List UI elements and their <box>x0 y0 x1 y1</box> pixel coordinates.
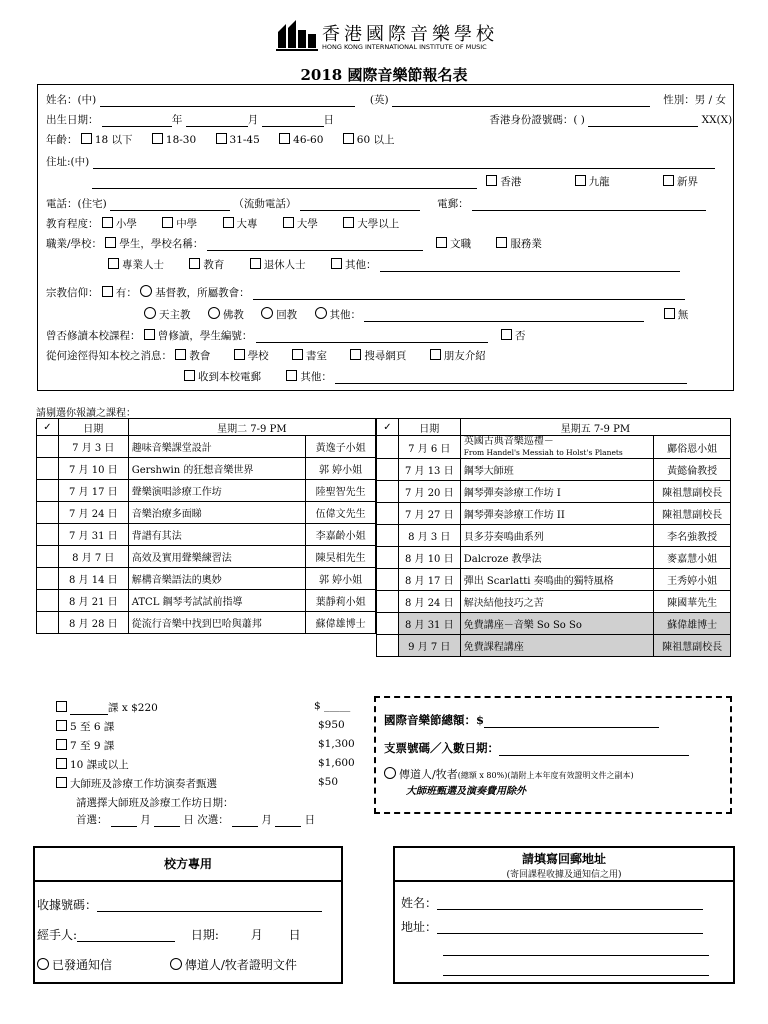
checkbox-icon <box>664 308 675 319</box>
return-name-field[interactable] <box>437 899 703 910</box>
source-option[interactable]: 收到本校電郵 <box>184 371 261 383</box>
region-option[interactable]: 香港 <box>486 176 521 188</box>
handler-label: 經手人: <box>37 928 78 942</box>
lesson-count-field[interactable] <box>70 704 108 715</box>
checkbox-icon <box>108 258 119 269</box>
checkbox-icon <box>234 349 245 360</box>
course-date: 7 月 6 日 <box>398 436 460 459</box>
prior-study-label: 曾否修讀本校課程： <box>46 330 141 342</box>
course-date: 8 月 24 日 <box>398 591 460 613</box>
checkbox-icon <box>663 175 674 186</box>
return-address-field-3[interactable] <box>443 965 709 976</box>
course-teacher: 郭 婷小姐 <box>306 458 376 480</box>
course-row[interactable] <box>377 569 731 591</box>
age-label: 年齡： <box>46 134 78 146</box>
course-title: ATCL 鋼琴考試試前指導 <box>128 590 305 612</box>
cheque-label: 支票號碼／入數日期： <box>384 741 499 755</box>
course-teacher: 王秀婷小姐 <box>654 569 731 591</box>
source-option[interactable]: 書室 <box>292 350 327 362</box>
course-date: 9 月 7 日 <box>398 635 460 657</box>
source-option[interactable]: 其他： <box>286 371 332 383</box>
course-teacher: 黃懿倫教授 <box>654 459 731 481</box>
radio-icon <box>37 958 49 970</box>
checkbox-icon <box>223 217 234 228</box>
tuesday-course-table <box>36 418 376 634</box>
course-checkbox[interactable] <box>377 481 399 503</box>
school-name-field[interactable] <box>207 240 423 251</box>
course-row[interactable] <box>377 613 731 635</box>
checkbox-icon <box>56 758 67 769</box>
occupation-option[interactable]: 服務業 <box>496 238 542 250</box>
course-row[interactable] <box>37 458 376 480</box>
religion-yes-option[interactable]: 有： <box>102 287 137 299</box>
clergy-option[interactable]: 傳道人/牧者(總額 x 80%)(請附上本年度有效證明文件之副本) <box>384 766 722 782</box>
course-teacher: 陳國華先生 <box>654 591 731 613</box>
course-title-main: 英國古典音樂巡禮－ <box>463 436 554 447</box>
checkbox-icon <box>162 217 173 228</box>
radio-icon <box>384 767 396 779</box>
radio-icon <box>140 285 152 297</box>
checkbox-icon <box>279 133 290 144</box>
second-day-field[interactable] <box>275 816 301 827</box>
form-title: 2018 國際音樂節報名表 <box>300 66 468 84</box>
dob-label: 出生日期： <box>46 114 99 126</box>
occupation-label: 職業/學校： <box>46 238 103 250</box>
audition-date-label: 請選擇大師班及診療工作坊日期： <box>76 797 234 809</box>
receipt-field[interactable] <box>97 901 322 912</box>
return-address-label: 地址： <box>401 920 438 934</box>
total-section <box>374 696 732 814</box>
course-title: 高效及實用聲樂練習法 <box>128 546 305 568</box>
course-date: 8 月 21 日 <box>58 590 128 612</box>
checkbox-icon <box>56 739 67 750</box>
course-teacher: 陳祖慧副校長 <box>654 481 731 503</box>
course-date: 8 月 28 日 <box>58 612 128 634</box>
course-title: Gershwin 的狂想音樂世界 <box>128 458 305 480</box>
occupation-option[interactable]: 退休人士 <box>250 259 306 271</box>
occupation-other-field[interactable] <box>380 261 680 272</box>
course-checkbox[interactable] <box>37 568 59 590</box>
radio-icon <box>170 958 182 970</box>
course-title: 鋼琴彈奏診療工作坊 I <box>460 481 653 503</box>
course-title: 免費講座－音樂 So So So <box>460 613 653 635</box>
course-title: 音樂治療多面睇 <box>128 502 305 524</box>
checkbox-icon <box>216 133 227 144</box>
radio-icon <box>144 307 156 319</box>
checkbox-icon <box>343 133 354 144</box>
radio-icon <box>315 307 327 319</box>
address-field-2[interactable] <box>92 178 477 189</box>
clergy-doc-option[interactable]: 傳道人/牧者證明文件 <box>170 958 297 972</box>
checkbox-icon <box>486 175 497 186</box>
course-teacher: 黃逸子小姐 <box>306 436 376 458</box>
checkbox-icon <box>283 217 294 228</box>
age-option[interactable]: 18 以下 <box>81 134 133 146</box>
region-option[interactable]: 新界 <box>663 176 698 188</box>
course-title: 貝多芬奏鳴曲系列 <box>460 525 653 547</box>
religion-label: 宗教信仰： <box>46 287 99 299</box>
fee-item[interactable]: 大師班及診療工作坊演奏者甄選 $50 <box>56 776 366 795</box>
check-header: ✓ <box>37 419 59 436</box>
course-row[interactable] <box>377 503 731 525</box>
course-title: 鋼琴大師班 <box>460 459 653 481</box>
course-title: 解決結他技巧之苦 <box>460 591 653 613</box>
checkbox-icon <box>189 258 200 269</box>
address-label: 住址:(中) <box>46 156 90 168</box>
age-option[interactable]: 60 以上 <box>343 134 395 146</box>
course-date: 8 月 3 日 <box>398 525 460 547</box>
date-header: 日期 <box>398 419 460 436</box>
office-title: 校方專用 <box>35 848 341 882</box>
source-option[interactable]: 搜尋網頁 <box>350 350 406 362</box>
course-teacher: 李名強教授 <box>654 525 731 547</box>
course-date: 7 月 13 日 <box>398 459 460 481</box>
email-label: 電郵： <box>437 198 469 210</box>
checkbox-icon <box>56 777 67 788</box>
return-title: 請填寫回郵地址 <box>521 852 606 866</box>
education-option[interactable]: 大專 <box>223 218 258 230</box>
checkbox-icon <box>292 349 303 360</box>
audition-date-row: 首選： 月 日 次選： 月 日 <box>76 814 316 826</box>
course-checkbox[interactable] <box>37 436 59 458</box>
prior-no-option[interactable]: 否 <box>501 330 526 342</box>
education-option[interactable]: 大學以上 <box>343 218 399 230</box>
checkbox-icon <box>575 175 586 186</box>
course-checkbox[interactable] <box>37 590 59 612</box>
fee-item[interactable]: 課 x $220 $ _____ <box>56 700 366 719</box>
course-checkbox[interactable] <box>37 524 59 546</box>
source-other-field[interactable] <box>335 373 687 384</box>
address-field-1[interactable] <box>93 158 715 169</box>
course-checkbox[interactable] <box>377 613 399 635</box>
checkbox-icon <box>105 237 116 248</box>
course-checkbox[interactable] <box>37 480 59 502</box>
course-checkbox[interactable] <box>377 503 399 525</box>
source-option[interactable]: 朋友介紹 <box>430 350 486 362</box>
friday-header: 星期五 7-9 PM <box>460 419 730 436</box>
student-number-field[interactable] <box>256 332 488 343</box>
occupation-option[interactable]: 教育 <box>189 259 224 271</box>
course-teacher: 麥嘉慧小姐 <box>654 547 731 569</box>
church-field[interactable] <box>253 289 685 300</box>
source-label: 從何途徑得知本校之消息： <box>46 350 172 362</box>
checkbox-icon <box>286 370 297 381</box>
age-option[interactable]: 18-30 <box>152 134 196 146</box>
notified-option[interactable]: 已發通知信 <box>37 958 112 972</box>
second-month-field[interactable] <box>232 816 258 827</box>
handler-field[interactable] <box>77 931 175 942</box>
checkbox-icon <box>350 349 361 360</box>
checkbox-icon <box>175 349 186 360</box>
region-option[interactable]: 九龍 <box>575 176 610 188</box>
office-date-label: 日期: <box>190 928 219 942</box>
education-option[interactable]: 中學 <box>162 218 197 230</box>
course-teacher: 陳祖慧副校長 <box>654 635 731 657</box>
checkbox-icon <box>102 217 113 228</box>
course-teacher: 伍偉文先生 <box>306 502 376 524</box>
month-label: 月 <box>247 114 259 126</box>
religion-option[interactable]: 天主教 <box>144 309 191 321</box>
email-field[interactable] <box>472 200 706 211</box>
course-checkbox[interactable] <box>37 612 59 634</box>
fee-item[interactable]: 10 課或以上 $1,600 <box>56 757 366 776</box>
course-date: 7 月 31 日 <box>58 524 128 546</box>
education-option[interactable]: 大學 <box>283 218 318 230</box>
first-month-field[interactable] <box>111 816 137 827</box>
cheque-field[interactable] <box>499 745 689 756</box>
mobile-field[interactable] <box>300 200 420 211</box>
course-date: 7 月 3 日 <box>58 436 128 458</box>
course-date: 8 月 17 日 <box>398 569 460 591</box>
course-row[interactable] <box>377 459 731 481</box>
education-option[interactable]: 小學 <box>102 218 137 230</box>
course-title: 解構音樂語法的奧妙 <box>128 568 305 590</box>
month-label: 月 <box>250 928 263 942</box>
checkbox-icon <box>144 329 155 340</box>
course-checkbox[interactable] <box>377 547 399 569</box>
course-title: 聲樂演唱診療工作坊 <box>128 480 305 502</box>
course-checkbox[interactable] <box>377 591 399 613</box>
course-date: 7 月 27 日 <box>398 503 460 525</box>
checkbox-icon <box>343 217 354 228</box>
tuesday-header: 星期二 7-9 PM <box>128 419 375 436</box>
course-title: Dalcroze 教學法 <box>460 547 653 569</box>
hkid-label: 香港身份證號碼：( ) <box>489 114 585 126</box>
checkbox-icon <box>250 258 261 269</box>
checkbox-icon <box>184 370 195 381</box>
source-option[interactable]: 教會 <box>175 350 210 362</box>
return-subtitle: (寄回課程收據及通知信之用) <box>506 870 622 880</box>
checkbox-icon <box>436 237 447 248</box>
course-row[interactable] <box>37 590 376 612</box>
course-teacher: 李嘉齡小姐 <box>306 524 376 546</box>
course-row[interactable] <box>37 546 376 568</box>
course-row[interactable] <box>37 612 376 634</box>
course-teacher: 鄺俗恩小姐 <box>654 436 731 459</box>
hkid-field[interactable] <box>588 116 698 127</box>
christian-option[interactable]: 基督教，所屬教會： <box>140 287 250 299</box>
course-teacher: 葉靜莉小姐 <box>306 590 376 612</box>
religion-other-field[interactable] <box>364 311 644 322</box>
year-label: 年 <box>171 114 183 126</box>
course-title: 鋼琴彈奏診療工作坊 II <box>460 503 653 525</box>
religion-option[interactable]: 回教 <box>261 309 297 321</box>
course-teacher: 陳昊相先生 <box>306 546 376 568</box>
fee-list <box>56 700 366 829</box>
course-row[interactable] <box>377 436 731 459</box>
checkbox-icon <box>496 237 507 248</box>
occupation-option[interactable]: 文職 <box>436 238 471 250</box>
course-row[interactable] <box>37 568 376 590</box>
hkid-suffix: XX(X) <box>701 114 733 126</box>
course-teacher: 陸聖智先生 <box>306 480 376 502</box>
course-checkbox[interactable] <box>37 502 59 524</box>
course-row[interactable] <box>37 502 376 524</box>
mobile-label: （流動電話） <box>233 198 297 210</box>
dob-day-field[interactable] <box>262 116 324 127</box>
age-option[interactable]: 31-45 <box>216 134 260 146</box>
checkbox-icon <box>331 258 342 269</box>
date-header: 日期 <box>58 419 128 436</box>
course-teacher: 蘇偉雄博士 <box>654 613 731 635</box>
course-row[interactable] <box>37 480 376 502</box>
course-checkbox[interactable] <box>37 458 59 480</box>
course-title: 免費課程講座 <box>460 635 653 657</box>
student-option[interactable]: 學生，學校名稱： <box>105 238 203 250</box>
course-date: 7 月 20 日 <box>398 481 460 503</box>
religion-option[interactable]: 其他： <box>315 309 362 321</box>
dob-year-field[interactable] <box>102 116 172 127</box>
return-address-field-2[interactable] <box>443 945 709 956</box>
checkbox-icon <box>56 720 67 731</box>
school-logo <box>276 18 318 52</box>
total-label: 國際音樂節總額：$ <box>384 713 485 727</box>
course-checkbox[interactable] <box>377 635 399 657</box>
office-use-section <box>33 846 343 984</box>
course-checkbox[interactable] <box>377 525 399 547</box>
return-name-label: 姓名： <box>401 896 438 910</box>
friday-course-table <box>376 418 731 657</box>
day-label: 日 <box>323 114 335 126</box>
name-cn-field[interactable] <box>100 96 355 107</box>
gender-label[interactable]: 性別：男 / 女 <box>663 94 726 106</box>
age-option[interactable]: 46-60 <box>279 134 323 146</box>
total-field[interactable] <box>484 717 659 728</box>
course-date: 8 月 31 日 <box>398 613 460 635</box>
course-date: 8 月 14 日 <box>58 568 128 590</box>
fee-item[interactable]: 7 至 9 課 $1,300 <box>56 738 366 757</box>
prior-yes-option[interactable]: 曾修讀，學生編號： <box>144 330 253 342</box>
course-subtitle: From Handel's Messiah to Holst's Planets <box>463 448 623 457</box>
course-date: 8 月 7 日 <box>58 546 128 568</box>
course-checkbox[interactable] <box>377 436 399 459</box>
fee-item[interactable]: 5 至 6 課 $950 <box>56 719 366 738</box>
occupation-option[interactable]: 其他： <box>331 259 377 271</box>
name-cn-label: 姓名：(中) <box>46 94 97 106</box>
exclusion-note: 大師班甄選及演奏費用除外 <box>406 786 526 797</box>
course-row[interactable] <box>377 591 731 613</box>
radio-icon <box>208 307 220 319</box>
source-option[interactable]: 學校 <box>234 350 269 362</box>
radio-icon <box>261 307 273 319</box>
course-date: 8 月 10 日 <box>398 547 460 569</box>
course-checkbox[interactable] <box>377 569 399 591</box>
course-title: 趣味音樂課堂設計 <box>128 436 305 458</box>
course-title <box>460 436 653 459</box>
course-title: 背譜有其法 <box>128 524 305 546</box>
phone-label: 電話：(住宅) <box>46 198 107 210</box>
name-en-field[interactable] <box>392 96 650 107</box>
name-en-label: (英) <box>369 94 389 106</box>
school-name-cn: 香港國際音樂學校 <box>322 24 498 45</box>
education-label: 教育程度： <box>46 218 99 230</box>
course-teacher: 陳祖慧副校長 <box>654 503 731 525</box>
course-teacher: 郭 婷小姐 <box>306 568 376 590</box>
school-name-en: HONG KONG INTERNATIONAL INSTITUTE OF MUSIC <box>322 43 487 51</box>
course-instruction: 請剔選你報讀之課程： <box>36 408 136 419</box>
religion-option[interactable]: 佛教 <box>208 309 244 321</box>
phone-field[interactable] <box>110 200 230 211</box>
dob-month-field[interactable] <box>186 116 248 127</box>
course-teacher: 蘇偉雄博士 <box>306 612 376 634</box>
course-checkbox[interactable] <box>37 546 59 568</box>
checkbox-icon <box>102 286 113 297</box>
course-row[interactable] <box>377 547 731 569</box>
checkbox-icon <box>501 329 512 340</box>
course-row[interactable] <box>377 525 731 547</box>
day-label: 日 <box>288 928 301 942</box>
personal-info-section <box>37 84 734 391</box>
return-address-field-1[interactable] <box>437 923 703 934</box>
return-address-section <box>393 846 735 984</box>
course-row[interactable] <box>377 635 731 657</box>
course-row[interactable] <box>377 481 731 503</box>
occupation-option[interactable]: 專業人士 <box>108 259 164 271</box>
receipt-label: 收據號碼： <box>37 898 98 912</box>
checkbox-icon <box>152 133 163 144</box>
course-date: 7 月 10 日 <box>58 458 128 480</box>
course-title: 彈出 Scarlatti 奏鳴曲的獨特風格 <box>460 569 653 591</box>
religion-none-option[interactable]: 無 <box>664 309 689 321</box>
checkbox-icon <box>430 349 441 360</box>
first-day-field[interactable] <box>154 816 180 827</box>
checkbox-icon <box>81 133 92 144</box>
course-row[interactable] <box>37 436 376 458</box>
checkbox-icon <box>56 701 67 712</box>
course-title: 從流行音樂中找到巴哈與蕭邦 <box>128 612 305 634</box>
course-date: 7 月 17 日 <box>58 480 128 502</box>
course-date: 7 月 24 日 <box>58 502 128 524</box>
check-header: ✓ <box>377 419 399 436</box>
course-row[interactable] <box>37 524 376 546</box>
course-checkbox[interactable] <box>377 459 399 481</box>
